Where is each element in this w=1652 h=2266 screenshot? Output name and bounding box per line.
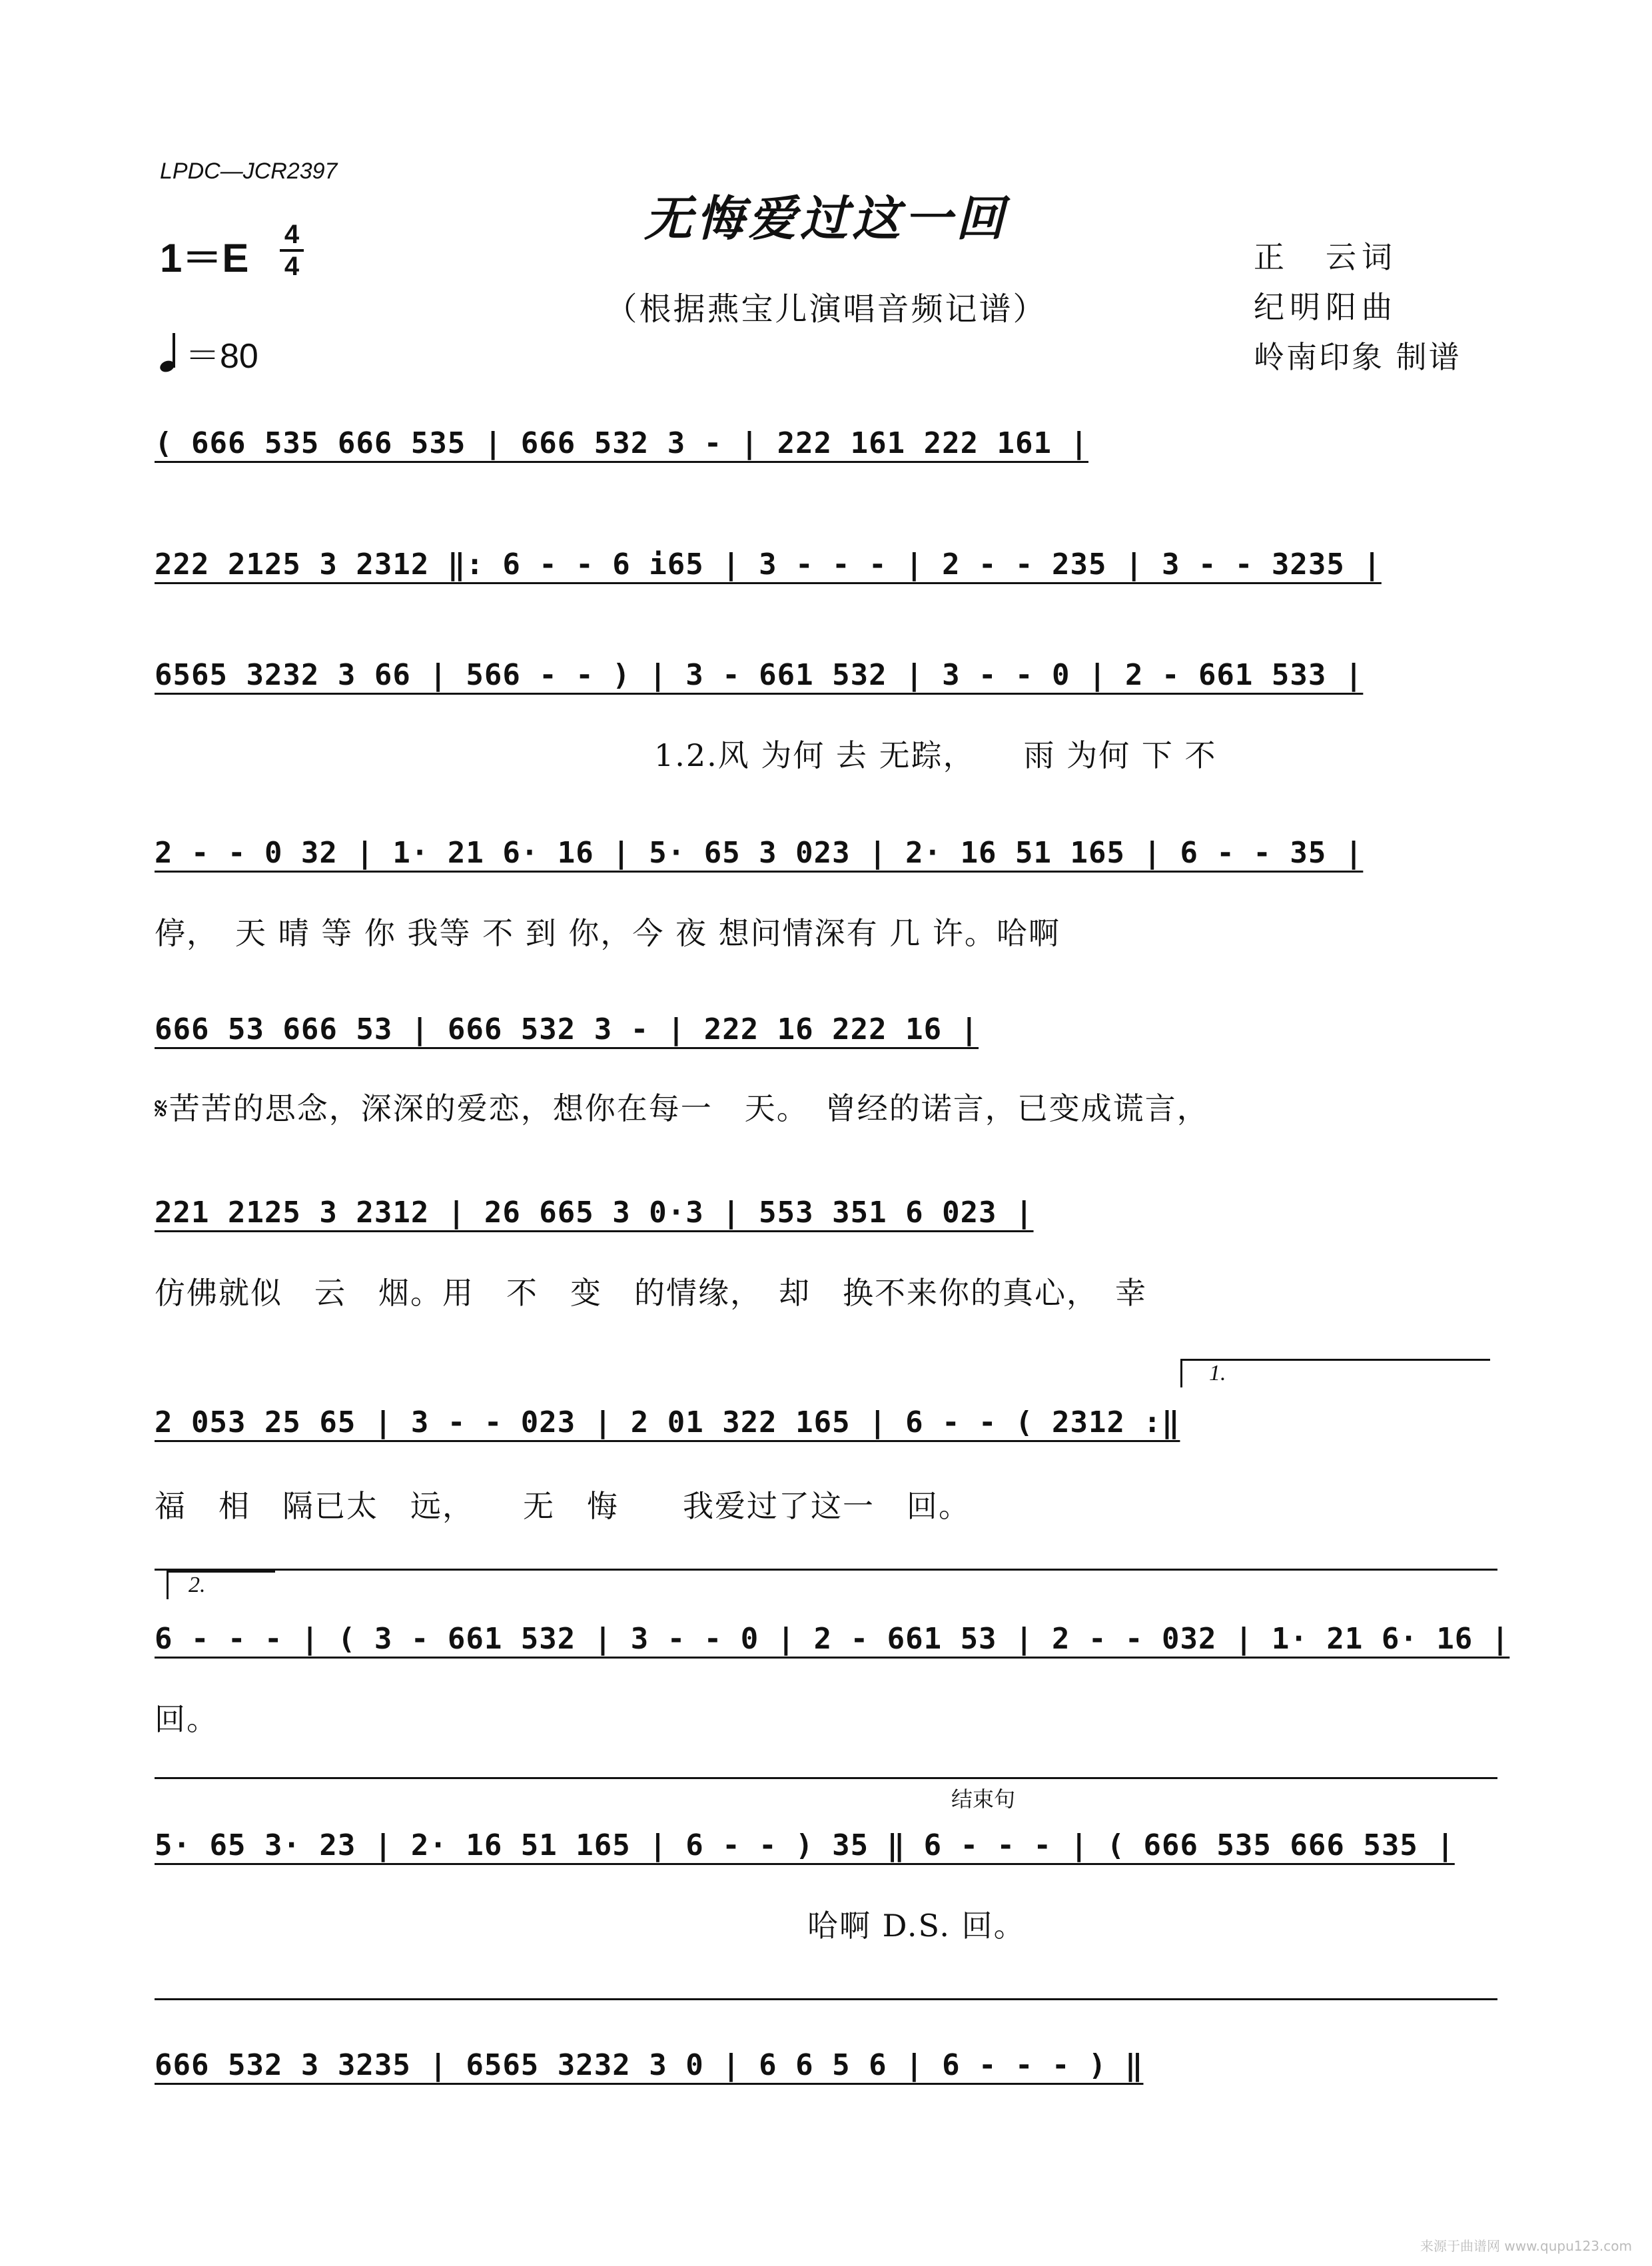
- score-system-5: 666 53 666 53 | 666 532 3 - | 222 16 222 16 |: [155, 1012, 979, 1046]
- volta-2-bracket: [167, 1571, 275, 1599]
- score-system-4: 2 - - 0 32 | 1· 21 6· 16 | 5· 65 3 023 | 2· 16 51 165 | 6 - - 35 |: [155, 836, 1364, 870]
- score-system-8: 6 - - - | ( 3 - 661 532 | 3 - - 0 | 2 - 661 53 | 2 - - 032 | 1· 21 6· 16 |: [155, 1622, 1510, 1656]
- score-system-2: 222 2125 3 2312 ‖: 6 - - 6 i65 | 3 - - - | 2 - - 235 | 3 - - 3235 |: [155, 548, 1382, 581]
- lyric-line-5: 𝄋苦苦的思念，深深的爱恋，想你在每一 天。 曾经的诺言，已变成谎言，: [155, 1090, 1209, 1126]
- time-signature: [278, 220, 305, 281]
- score-system-9: 5· 65 3· 23 | 2· 16 51 165 | 6 - - ) 35 ‖ 6 - - - | ( 666 535 666 535 |: [155, 1828, 1455, 1862]
- time-signature-bottom: 4: [284, 252, 300, 281]
- score-code: LPDC—JCR2397: [160, 159, 338, 184]
- time-signature-top: 4: [284, 220, 300, 249]
- song-title: 无悔爱过这一回: [643, 190, 1008, 246]
- score-system-6: 221 2125 3 2312 | 26 665 3 0·3 | 553 351 6 023 |: [155, 1196, 1034, 1230]
- score-system-3: 6565 3232 3 66 | 566 - - ) | 3 - 661 532 | 3 - - 0 | 2 - 661 533 |: [155, 658, 1364, 692]
- credit-lyricist: 正 云词: [1254, 239, 1398, 275]
- lyric-line-4: 停， 天 晴 等 你 我等 不 到 你，今 夜 想问情深有 几 许。哈啊: [155, 915, 1060, 951]
- ending-label: 结束句: [951, 1786, 1016, 1812]
- tempo-value: ＝80: [185, 337, 258, 376]
- volta-1-label: 1.: [1209, 1361, 1226, 1385]
- score-system-10: 666 532 3 3235 | 6565 3232 3 0 | 6 6 5 6 | 6 - - - ) ‖: [155, 2048, 1144, 2082]
- lyric-line-6: 仿佛就似 云 烟。用 不 变 的情缘， 却 换不来你的真心， 幸: [155, 1275, 1147, 1311]
- credit-composer: 纪明阳曲: [1254, 289, 1398, 325]
- lyric-line-3: 1.2.风 为何 去 无踪， 雨 为何 下 不: [654, 737, 1217, 773]
- score-system-1: ( 666 535 666 535 | 666 532 3 - | 222 161 222 161 |: [155, 426, 1089, 460]
- key-signature: 1＝E: [160, 236, 249, 280]
- song-subtitle: （根据燕宝儿演唱音频记谱）: [605, 290, 1047, 328]
- lyric-line-9: 哈啊 D.S. 回。: [807, 1908, 1026, 1944]
- divider-line-2: [155, 1777, 1497, 1779]
- volta-2-label: 2.: [189, 1573, 206, 1597]
- divider-line-3: [155, 1998, 1497, 2000]
- lyric-line-8: 回。: [155, 1701, 218, 1737]
- divider-line-1: [155, 1569, 1497, 1571]
- credit-transcriber: 岭南印象 制谱: [1254, 339, 1461, 375]
- tempo-marking: [160, 328, 258, 378]
- volta-1-bracket: [1180, 1359, 1490, 1387]
- site-watermark: 来源于曲谱网 www.qupu123.com: [1420, 2238, 1632, 2254]
- score-system-7: 2 053 25 65 | 3 - - 023 | 2 01 322 165 | 6 - - ( 2312 :‖: [155, 1405, 1180, 1439]
- lyric-line-7: 福 相 隔已太 远， 无 悔 我爱过了这一 回。: [155, 1488, 971, 1524]
- quarter-note-icon: [160, 333, 180, 373]
